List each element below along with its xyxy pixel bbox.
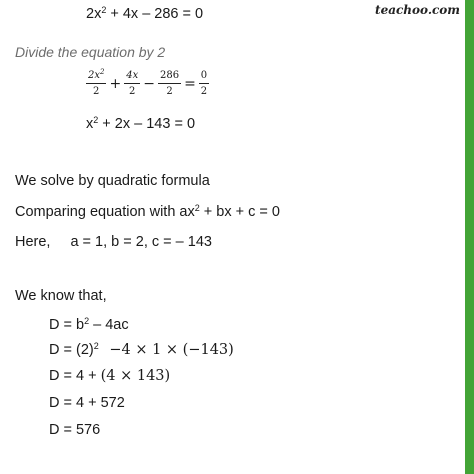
discriminant-formula [49, 316, 129, 334]
accent-bar [465, 0, 474, 474]
fraction-3 [158, 70, 181, 98]
fraction-1 [86, 70, 106, 98]
fraction-equation [84, 70, 211, 98]
know-text: We know that, [15, 288, 107, 304]
d2-suffix: −4 × 1 × (−143) [104, 342, 234, 358]
here-line [15, 233, 212, 251]
d1-exponent: 2 [84, 316, 90, 326]
d1-suffix: – 4ac [89, 317, 129, 333]
fraction-3-den: 2 [166, 86, 173, 97]
fraction-1-den: 2 [93, 86, 100, 97]
d3-prefix: D = 4 + [49, 368, 101, 384]
equation-start-rest: + 4x – 286 = 0 [106, 6, 204, 22]
fraction-4 [199, 70, 209, 98]
here-label: Here, [15, 234, 51, 250]
d2-prefix: D = (2) [49, 342, 94, 358]
d1-prefix: D = b [49, 317, 85, 333]
simplified-exponent: 2 [93, 115, 99, 125]
equation-start-term: 2x [86, 6, 102, 22]
fraction-1-num: 2x [88, 70, 101, 81]
discriminant-step-1 [49, 367, 170, 385]
plus-operator: + [109, 76, 122, 92]
d2-exponent: 2 [93, 341, 99, 351]
simplified-equation [86, 115, 195, 133]
fraction-4-num: 0 [199, 70, 209, 84]
fraction-2-den: 2 [129, 86, 136, 97]
discriminant-result: D = 576 [49, 422, 101, 438]
solve-text: We solve by quadratic formula [15, 173, 210, 189]
coefficient-values: a = 1, b = 2, c = – 143 [70, 234, 212, 250]
note-divide: Divide the equation by 2 [15, 44, 166, 60]
compare-prefix: Comparing equation with ax [15, 204, 195, 220]
fraction-1-exp: 2 [100, 68, 105, 76]
minus-operator: − [143, 76, 155, 92]
discriminant-step-2: D = 4 + 572 [49, 395, 125, 411]
simplified-rest: + 2x – 143 = 0 [98, 116, 196, 132]
fraction-4-den: 2 [200, 86, 208, 97]
equation-start [86, 5, 203, 23]
fraction-2 [124, 70, 140, 98]
fraction-3-num: 286 [158, 70, 181, 84]
compare-suffix: + bx + c = 0 [199, 204, 280, 220]
d3-paren: (4 × 143) [100, 368, 171, 384]
simplified-base: x [86, 116, 94, 132]
equals-operator: = [184, 76, 196, 92]
compare-exponent: 2 [194, 203, 200, 213]
equation-start-exponent: 2 [101, 5, 107, 15]
discriminant-substitution [49, 341, 234, 359]
teachoo-logo: teachoo.com [375, 3, 460, 17]
compare-line [15, 203, 280, 221]
fraction-2-num: 4x [124, 70, 140, 84]
